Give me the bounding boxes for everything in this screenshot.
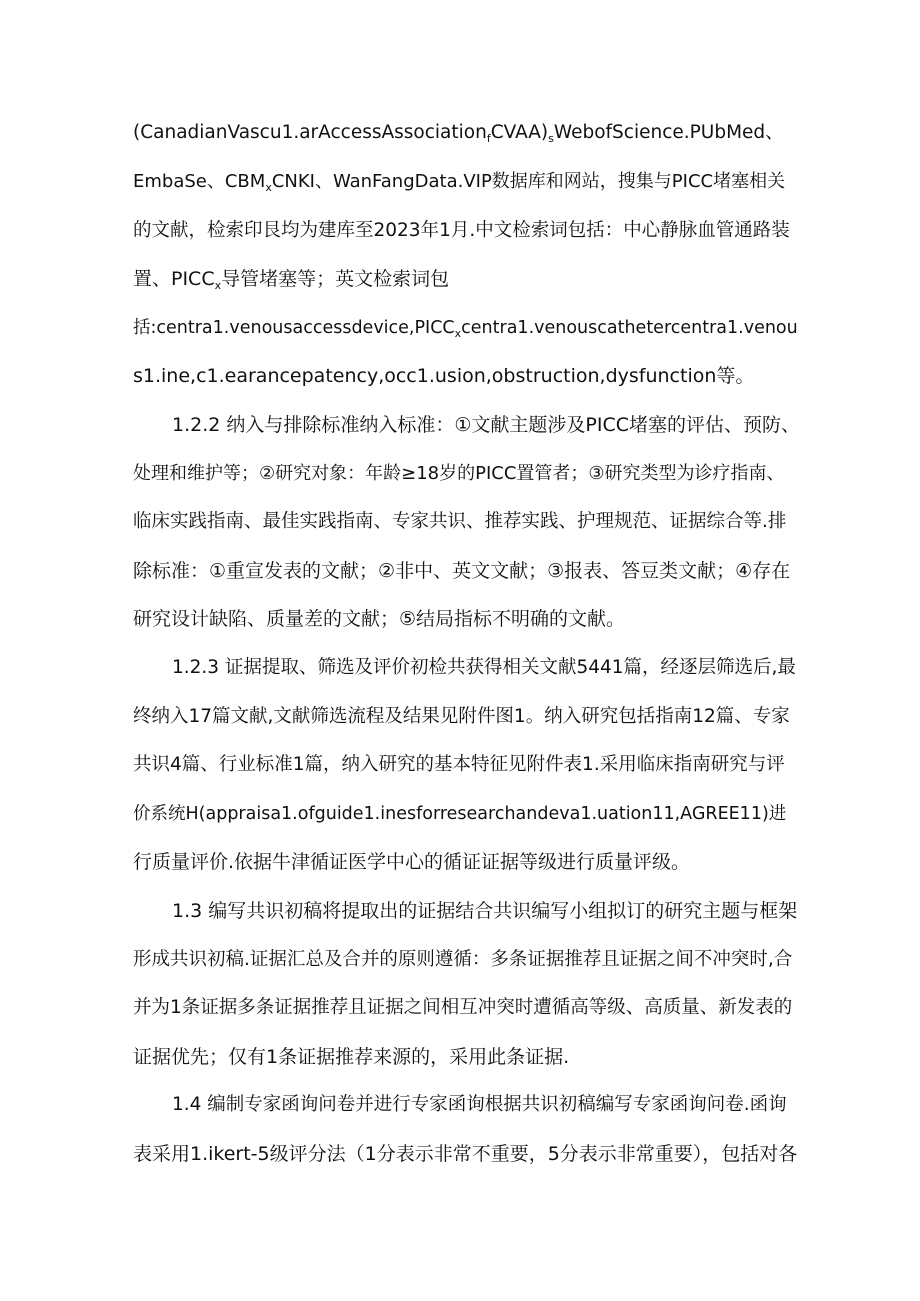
text-line: 除标准：①重宣发表的文献；②非中、英文文献；③报表、答豆类文献；④存在 xyxy=(133,560,791,582)
text-line: s1.ine,c1.earancepatency,occ1.usion,obstruction,dysfunction等。 xyxy=(133,365,755,387)
paragraph-heading-1-2-3: 1.2.3 证据提取、筛选及评价初检共获得相关文献5441篇，经逐层筛选后,最 xyxy=(172,657,796,678)
paragraph-heading-1-4: 1.4 编制专家函询问卷并进行专家函询根据共识初稿编写专家函询问卷.函询 xyxy=(172,1094,787,1115)
text-line: EmbaSe、$CBM_xCNKI$、WanFangData.VIP数据库和网站，搜集与PICC堵塞相关 xyxy=(133,171,786,194)
text-line: 表采用1.ikert-5级评分法（1分表示非常不重要，5分表示非常重要），包括对各 xyxy=(133,1143,798,1165)
text-line: 共识4篇、行业标准1篇，纳入研究的基本特征见附件表1.采用临床指南研究与评 xyxy=(133,754,785,775)
text-line: 括$:centra1.venousaccessdevice,PICC_xcentra1.venouscathetercentra1.venou$ xyxy=(133,318,798,340)
paragraph-heading-1-3: 1.3 编写共识初稿将提取出的证据结合共识编写小组拟订的研究主题与框架 xyxy=(172,900,798,922)
text-line: 处理和维护等；②研究对象：年龄≥18岁的PICC置管者；③研究类型为诊疗指南、 xyxy=(133,463,785,484)
text-line: 并为1条证据多条证据推荐且证据之间相互冲突时遭循高等级、高质量、新发表的 xyxy=(133,997,793,1018)
paragraph-heading-1-2-2: 1.2.2 纳入与排除标准纳入标准：①文献主题涉及PICC堵塞的评估、预防、 xyxy=(172,414,801,436)
text-line: 证据优先；仅有1条证据推荐来源的，采用此条证据. xyxy=(133,1046,570,1068)
text-line: 临床实践指南、最佳实践指南、专家共识、推荐实践、护理规范、证据综合等.排 xyxy=(133,511,787,532)
text-line: 行质量评价.依据牛津循证医学中心的循证证据等级进行质量评级。 xyxy=(133,851,691,873)
text-line: 形成共识初稿.证据汇总及合并的原则遵循：多条证据推荐且证据之间不冲突时,合 xyxy=(133,949,793,970)
text-line: 置、$PICC_x$导管堵塞等；英文检索词包 xyxy=(133,268,450,292)
text-line: 的文献，检索印艮均为建库至2023年1月.中文检索词包括：中心静脉血管通路装 xyxy=(133,220,790,241)
text-line: 价系统H(appraisa1.ofguide1.inesforresearchandeva1.uation11,AGREE11)进 xyxy=(133,804,787,824)
text-line: $(CanadianVascu1.arAccessAssociation_fCVAA)_sWebofScience.PUbMed$、 xyxy=(133,122,784,145)
text-line: 研究设计缺陷、质量差的文献；⑤结局指标不明确的文献。 xyxy=(133,608,626,630)
text-line: 终纳入17篇文献,文献筛选流程及结果见附件图1。纳入研究包括指南12篇、专家 xyxy=(133,706,790,727)
